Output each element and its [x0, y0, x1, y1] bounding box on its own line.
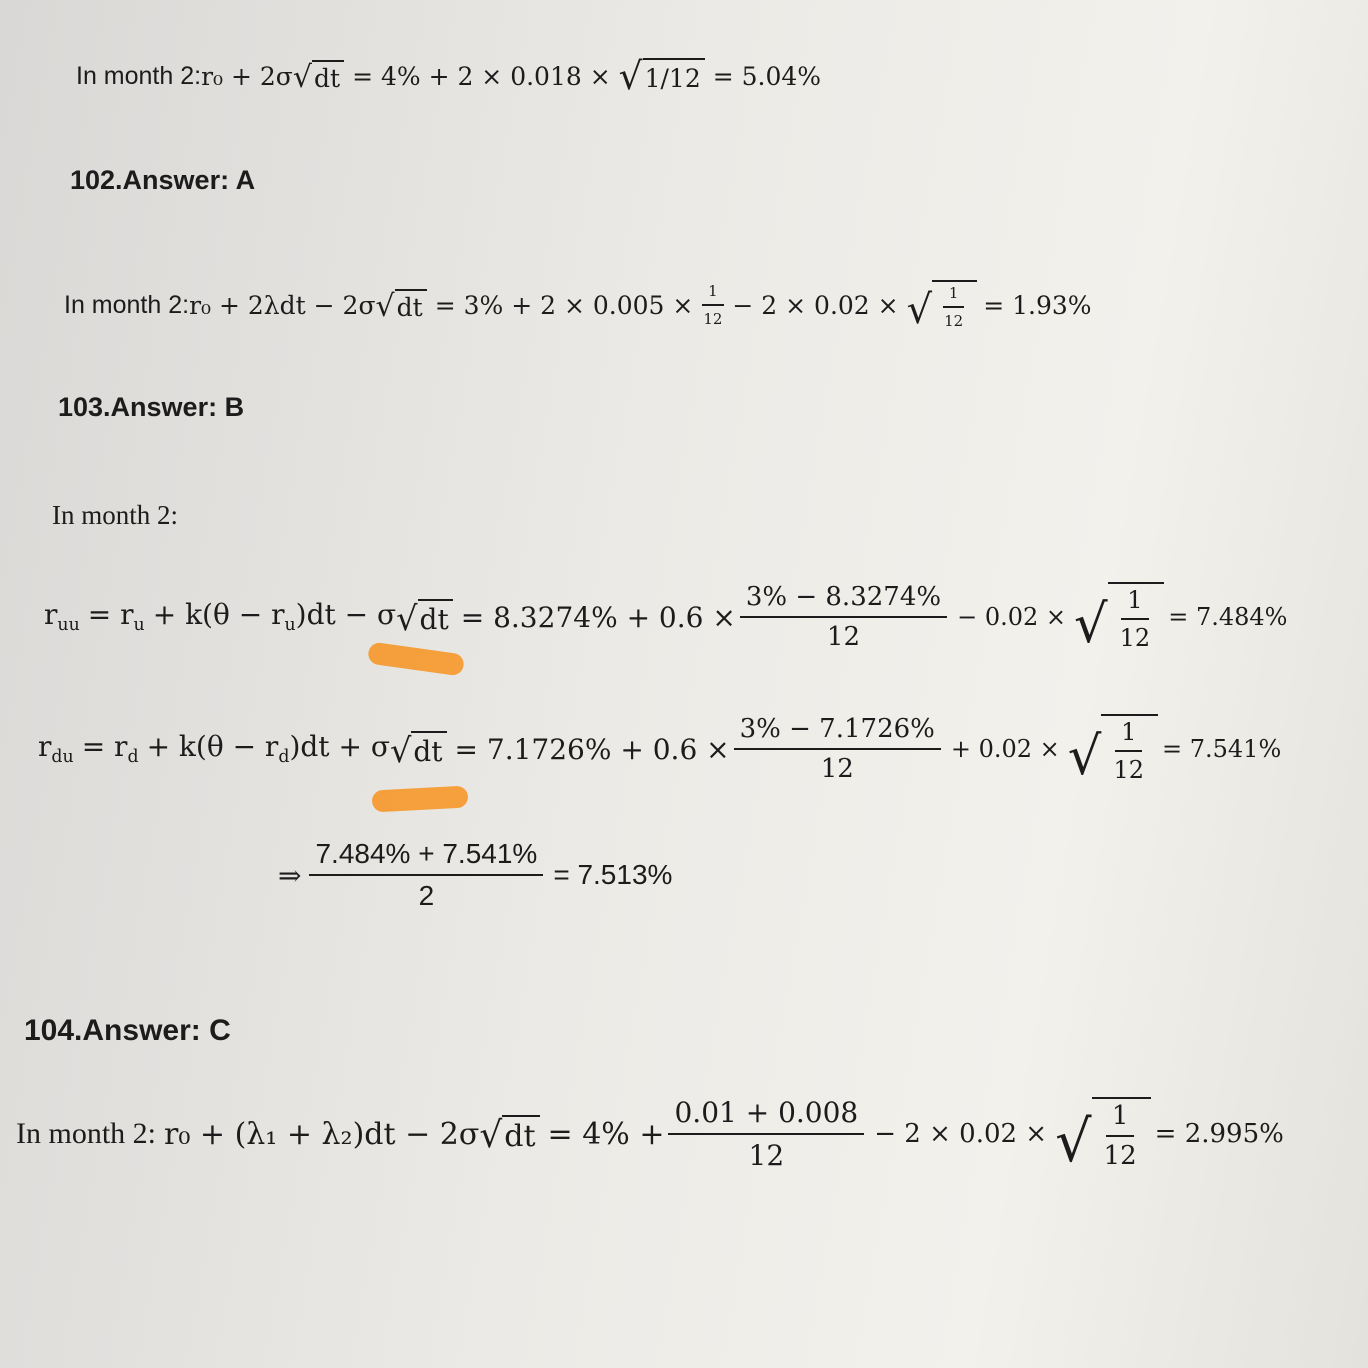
sqrt-one-twelfth: √ 1/12	[619, 58, 705, 96]
equation-102	[64, 280, 1092, 333]
answer-104-heading: 104.Answer: C	[24, 1014, 231, 1047]
sqrt-fraction: √ $\frac{1}{12}$	[1074, 582, 1164, 652]
equation-average	[278, 838, 672, 912]
fraction: $\frac{3\% - 7.1726\%}{12}$	[734, 714, 941, 784]
equation-mid2: − 2 × 0.02 ×	[874, 1119, 1048, 1149]
equation-mid: = 8.3274% + 0.6 ×	[460, 600, 736, 634]
equation-prefix: In month 2:	[76, 62, 202, 91]
equation-mid: = 4% +	[547, 1116, 665, 1152]
lhs: $r_{du}$	[38, 730, 74, 768]
equation-mid2: − 2 × 0.02 ×	[732, 290, 899, 320]
sqrt-dt: √ dt	[390, 731, 447, 768]
equation-result: = 2.995%	[1154, 1119, 1284, 1149]
equation-prefix: In month 2:	[16, 1117, 156, 1150]
sqrt-dt: √ dt	[376, 289, 427, 322]
equation-expr: r₀ + 2λdt − 2σ	[189, 290, 376, 320]
fraction: $\frac{0.01 + 0.008}{12}$	[668, 1096, 864, 1172]
fraction: $\frac{7.484\% + 7.541\%}{2}$	[309, 838, 543, 912]
equation-104	[16, 1096, 1284, 1175]
sqrt-dt: √ dt	[479, 1115, 539, 1154]
equation-result: = 1.93%	[983, 290, 1092, 320]
expr: = $r_u$	[87, 598, 145, 636]
highlight-mark	[371, 786, 468, 813]
lhs: $r_{uu}$	[44, 598, 80, 636]
equation-rdu	[38, 714, 1282, 788]
sqrt-fraction: √ $\frac{1}{12}$	[1055, 1097, 1151, 1171]
expr: = $r_d$	[81, 730, 139, 768]
equation-expr: r₀ + 2σ	[201, 62, 293, 92]
expr2: + $k(\theta - r_u)dt - \sigma$	[152, 598, 397, 636]
equation-result: = 7.513%	[553, 859, 673, 890]
equation-mid: = 3% + 2 × 0.005 ×	[434, 290, 694, 320]
month-label: In month 2:	[52, 500, 178, 530]
fraction: $\frac{3\% - 8.3274\%}{12}$	[740, 582, 947, 652]
equation-expr: r₀ + (λ₁ + λ₂)dt − 2σ	[164, 1116, 480, 1152]
equation-result: = 7.541%	[1162, 735, 1282, 763]
sqrt-dt: √ dt	[396, 599, 453, 636]
equation-mid2: + 0.02 ×	[950, 735, 1060, 763]
equation-mid2: − 0.02 ×	[957, 603, 1066, 631]
equation-mid: = 7.1726% + 0.6 ×	[454, 732, 730, 766]
fraction: $\frac{1}{12}$	[703, 282, 723, 328]
equation-result: = 5.04%	[712, 62, 822, 92]
answer-102-heading: 102.Answer: A	[70, 165, 256, 195]
sqrt-fraction: √ $\frac{1}{12}$	[1068, 714, 1158, 784]
expr2: + $k(\theta - r_d)dt + \sigma$	[146, 730, 390, 768]
equation-ruu	[44, 582, 1288, 656]
equation-101	[76, 54, 822, 98]
equation-prefix: In month 2:	[64, 290, 190, 319]
equation-result: = 7.484%	[1168, 603, 1288, 631]
sqrt-fraction: √ $\frac{1}{12}$	[907, 280, 978, 330]
answer-103-heading: 103.Answer: B	[58, 392, 245, 422]
sqrt-dt: √ dt	[293, 60, 344, 93]
implies-arrow: ⇒	[278, 858, 302, 892]
equation-mid: = 4% + 2 × 0.018 ×	[352, 62, 611, 92]
